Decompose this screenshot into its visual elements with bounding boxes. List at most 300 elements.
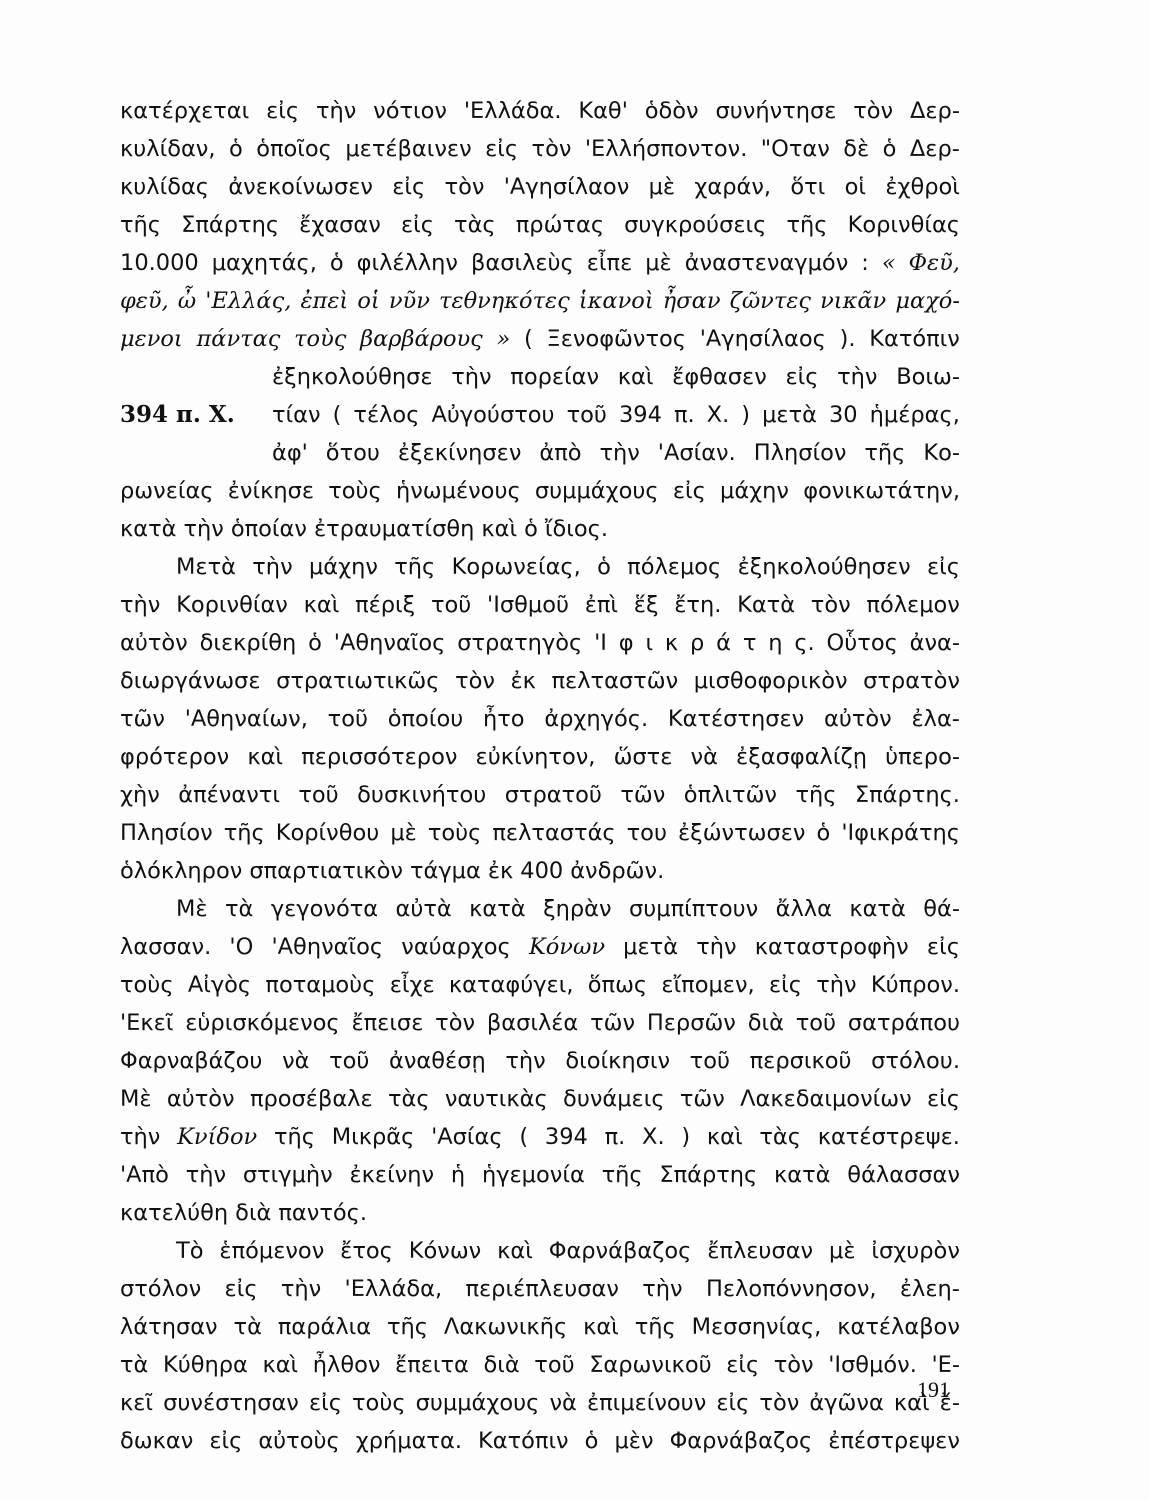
word: τὴν	[120, 1124, 161, 1150]
word: αὐτὸν	[120, 630, 188, 656]
word: ὅτι	[790, 174, 826, 200]
word: ὁλόκληρον	[120, 858, 243, 884]
word: δυσκινήτου	[357, 782, 487, 808]
word: νὰ	[549, 1390, 577, 1416]
word: τὸν	[444, 174, 485, 200]
word: φονικωτάτην,	[803, 478, 960, 504]
word: πόλεμον	[866, 592, 960, 618]
text-line	[120, 814, 960, 852]
text-line	[120, 928, 960, 966]
word: τ	[742, 630, 757, 656]
word: 'Ο	[229, 934, 254, 960]
text-line	[120, 1384, 960, 1422]
text-line	[120, 586, 960, 624]
word: κυλίδαν,	[120, 136, 216, 162]
word: λασσαν.	[120, 934, 212, 960]
word: πελταστῶν	[551, 668, 679, 694]
word: Πλησίον	[120, 820, 213, 846]
word: ὥστε	[613, 744, 673, 770]
word: τίαν	[272, 402, 321, 428]
word: κατέστρεψε.	[817, 1124, 960, 1150]
word: κατὰ	[774, 1162, 831, 1188]
word: τὰς	[454, 212, 496, 238]
word: μὲ	[829, 1238, 856, 1264]
word: τεθνηκότες	[439, 288, 570, 314]
word: Δερ-	[910, 98, 960, 124]
word: Μικρᾶς	[331, 1124, 415, 1150]
word: ἀνεκοίνωσεν	[228, 174, 373, 200]
word: μαχητάς,	[211, 250, 317, 276]
marginal-date-note: 394 π. Χ.	[120, 401, 235, 428]
word: Φεῦ,	[908, 250, 960, 276]
word: η	[768, 630, 783, 656]
text-line	[120, 1080, 960, 1118]
word: καὶ	[893, 1390, 930, 1416]
word: τοῦ	[329, 1048, 370, 1074]
word: καὶ	[481, 516, 518, 542]
word: Σπάρτης	[181, 212, 280, 238]
word: Αἰγὸς	[187, 972, 252, 998]
word: ἐπιμείνουν	[586, 1390, 707, 1416]
word: συμμάχους	[534, 478, 659, 504]
text-line	[120, 92, 960, 130]
word: τοῦ	[327, 706, 368, 732]
word: ἐχθροὶ	[885, 174, 960, 200]
word: ὁδὸν	[644, 98, 699, 124]
word: ἀφ'	[272, 440, 308, 466]
word: κατὰ	[120, 516, 177, 542]
word: τὴν	[696, 934, 737, 960]
word: εἴπομεν,	[661, 972, 755, 998]
word: ἐλεη-	[899, 1276, 960, 1302]
word: τῆς	[120, 212, 162, 238]
word: τὴν	[816, 972, 857, 998]
word: τὴν	[280, 1276, 322, 1302]
word: Κύθηρα	[162, 1352, 248, 1378]
word: θάλασσαν	[847, 1162, 960, 1188]
word: Πλησίον	[753, 440, 847, 466]
word: Σπάρτης	[659, 1162, 758, 1188]
word: ὁποῖος	[256, 136, 332, 162]
word: ἡγεμονία	[481, 1162, 585, 1188]
word: ἐλα-	[911, 706, 960, 732]
word: καὶ	[706, 1124, 743, 1150]
word: )	[681, 1124, 691, 1150]
word: Κατόπιν	[478, 1428, 569, 1454]
word: ἀπὸ	[539, 440, 582, 466]
word: ἴδιος.	[544, 516, 609, 542]
word: λάτησαν	[120, 1314, 218, 1340]
word: «	[881, 250, 896, 276]
text-line	[120, 1194, 960, 1232]
word: τῆς	[601, 1162, 643, 1188]
word: ὁ	[816, 820, 831, 846]
word: ἀναθέσῃ	[389, 1048, 486, 1074]
word: αὐτὰ	[395, 896, 452, 922]
word: ἔπλευσαν	[707, 1238, 814, 1264]
word: 'Ασίαν.	[657, 440, 736, 466]
body-text	[120, 92, 960, 1460]
text-line	[120, 1308, 960, 1346]
word: τῶν	[620, 782, 666, 808]
word: (	[519, 1124, 529, 1150]
word: στρατὸν	[863, 668, 960, 694]
text-line	[120, 1270, 960, 1308]
word: τὰς	[759, 1124, 801, 1150]
word: ἔτη.	[674, 592, 722, 618]
word: σατράπου	[847, 1010, 960, 1036]
word: Βοιω-	[896, 364, 960, 390]
word: πόλεμος	[627, 554, 722, 580]
text-line	[120, 890, 960, 928]
word: ι	[645, 630, 654, 656]
word: ).	[839, 326, 856, 352]
word: περισσότερον	[301, 744, 458, 770]
word: τάγμα	[409, 858, 481, 884]
word: τὴν	[451, 364, 492, 390]
word: τοὺς	[427, 820, 482, 846]
word: στρατιωτικῶς	[276, 668, 440, 694]
word: στόλου.	[871, 1048, 960, 1074]
word: τὴν	[183, 516, 224, 542]
word: 'Ελλάς,	[205, 288, 292, 314]
word: Αὐγούστου	[431, 402, 555, 428]
word: τὰ	[120, 1352, 149, 1378]
word: αὐτὸν	[166, 1086, 235, 1112]
word: δὲ	[843, 136, 870, 162]
word: ἡ	[450, 1162, 466, 1188]
text-line	[120, 662, 960, 700]
word: (	[524, 326, 533, 352]
word: οἱ	[357, 288, 380, 314]
word: συνέστησαν	[163, 1390, 299, 1416]
word: εἰς	[224, 1276, 258, 1302]
word: 'Αθηναίων,	[184, 706, 308, 732]
word: εἰς	[485, 136, 519, 162]
text-line	[120, 1042, 960, 1080]
word: τὴν	[642, 1276, 683, 1302]
word: (	[332, 402, 342, 428]
word: σπαρτιατικὸν	[249, 858, 403, 884]
word: μετὰ	[623, 934, 679, 960]
word: ἀναστεναγμόν	[684, 250, 849, 276]
word: ὁ	[228, 136, 243, 162]
word: 'Ι	[594, 630, 607, 656]
word: ἰσχυρὸν	[871, 1238, 960, 1264]
word: ἑπόμενον	[219, 1238, 325, 1264]
word: Κατὰ	[737, 592, 796, 618]
word: ὅτου	[325, 440, 380, 466]
word: ναύαρχος	[401, 934, 511, 960]
word: χρήματα.	[355, 1428, 462, 1454]
text-line	[120, 548, 960, 586]
word: μάχην	[308, 554, 378, 580]
word: Κορίνθου	[275, 820, 380, 846]
word: αὐτοὺς	[258, 1428, 340, 1454]
word: Κορινθίαν	[176, 592, 288, 618]
word: διὰ	[747, 1010, 784, 1036]
word: καὶ	[617, 364, 654, 390]
word: διωργάνωσε	[120, 668, 261, 694]
word: κ	[664, 630, 679, 656]
word: αὐτὸν	[823, 706, 892, 732]
word: μὲ	[648, 174, 676, 200]
word: εἰς	[785, 364, 819, 390]
word: 400	[520, 858, 564, 884]
word: τὰ	[233, 1314, 262, 1340]
word: τὴν	[120, 592, 161, 618]
word: τὴν	[599, 440, 640, 466]
word: τοῦ	[795, 1010, 837, 1036]
word: εἰς	[726, 1352, 760, 1378]
word: τὸν	[435, 1010, 476, 1036]
word: Φαρνάβαζος	[669, 1428, 813, 1454]
word: 'Εκεῖ	[120, 1010, 174, 1036]
word: ἐπεὶ	[300, 288, 349, 314]
word: τῆς	[394, 554, 436, 580]
word: Κορωνείας,	[451, 554, 581, 580]
text-line	[120, 738, 960, 776]
word: Χ.	[642, 1124, 665, 1150]
word: τοῦ	[566, 402, 607, 428]
text-line	[120, 434, 960, 472]
word: ἡμέρας,	[869, 402, 960, 428]
word: εἰς	[266, 98, 300, 124]
word: δυνάμεις	[563, 1086, 665, 1112]
word: ὁποίου	[387, 706, 464, 732]
text-line	[120, 852, 960, 890]
word: κατὰ	[849, 896, 906, 922]
word: εὐκίνητον,	[475, 744, 596, 770]
word: 394	[544, 1124, 588, 1150]
word: τοῦ	[298, 782, 339, 808]
text-line	[120, 776, 960, 814]
word: 30	[828, 402, 858, 428]
word: "Οταν	[760, 136, 830, 162]
word: διεκρίθη	[199, 630, 297, 656]
word: τὰς	[387, 1086, 430, 1112]
text-line	[120, 282, 960, 320]
text-line	[120, 1156, 960, 1194]
word: φιλέλλην	[356, 250, 459, 276]
word: τοῦ	[430, 592, 472, 618]
word: καὶ	[497, 1238, 533, 1264]
word: 'Αθηναῖος	[333, 630, 446, 656]
word: φ	[618, 630, 634, 656]
word: ὁποίαν	[230, 516, 307, 542]
word: τὸν	[773, 1352, 814, 1378]
word: τοὺς	[352, 1390, 406, 1416]
word: καταστροφὴν	[754, 934, 909, 960]
word: εἰς	[716, 1390, 750, 1416]
word: φεῦ,	[120, 288, 169, 314]
word: Μὲ	[120, 1086, 152, 1112]
word: μάχην	[720, 478, 789, 504]
word: εἰς	[768, 972, 802, 998]
word: Μετὰ	[176, 554, 236, 580]
word: τὸν	[759, 1390, 800, 1416]
word: μισθοφορικὸν	[693, 668, 848, 694]
word: εἰς	[308, 1390, 342, 1416]
word: καὶ	[303, 592, 340, 618]
word: 'Ε-	[931, 1352, 960, 1378]
text-line	[120, 624, 960, 662]
word: τῆς	[864, 440, 906, 466]
word: ἐξώντωσεν	[678, 820, 806, 846]
word: εἰς	[672, 478, 706, 504]
word: Κνίδον	[177, 1124, 258, 1150]
word: Ξενοφῶντος	[546, 326, 686, 352]
word: π.	[673, 402, 695, 428]
word: συμπίπτουν	[629, 896, 759, 922]
word: εὑρισκόμενος	[185, 1010, 340, 1036]
word: Χ.	[706, 402, 730, 428]
word: εἶχε	[389, 972, 435, 998]
word: μὲν	[614, 1428, 654, 1454]
word: κατελύθη	[120, 1200, 229, 1226]
word: ἐξηκολούθησε	[272, 364, 433, 390]
word: 'Αγησίλαος	[699, 326, 826, 352]
word: περσικοῦ	[749, 1048, 852, 1074]
word: διὰ	[483, 1352, 520, 1378]
word: Σπάρτης.	[854, 782, 960, 808]
word: κυλίδας	[120, 174, 210, 200]
word: ἐξεκίνησεν	[397, 440, 522, 466]
text-line	[120, 358, 960, 396]
text-line	[120, 320, 960, 358]
word: διοίκησιν	[565, 1048, 671, 1074]
word: χὴν	[120, 782, 160, 808]
word: τῶν	[590, 1010, 636, 1036]
word: ἔχασαν	[299, 212, 381, 238]
word: Φαρνάβαζος	[548, 1238, 692, 1264]
word: θά-	[923, 896, 960, 922]
word: στρατηγὸς	[457, 630, 583, 656]
word: νὰ	[282, 1048, 310, 1074]
word: ἐπὶ	[584, 592, 619, 618]
word: Κόνων	[408, 1238, 482, 1264]
word: ἀπέναντι	[178, 782, 280, 808]
word: στόλον	[120, 1276, 202, 1302]
word: τῆς	[387, 1314, 429, 1340]
word: τὸν	[810, 592, 851, 618]
word: ναυτικὰς	[444, 1086, 548, 1112]
word: ἐκείνην	[349, 1162, 435, 1188]
word: εἶπε	[586, 250, 633, 276]
word: εἰς	[927, 554, 960, 580]
word: :	[861, 250, 869, 276]
word: τὸν	[531, 136, 572, 162]
word: γεγονότα	[270, 896, 379, 922]
word: ρωνείας	[120, 478, 214, 504]
text-line	[120, 396, 960, 434]
word: ὦ	[177, 288, 197, 314]
word: καὶ	[262, 1352, 299, 1378]
word: τὴν	[315, 98, 357, 124]
word: πάντας	[196, 326, 281, 352]
word: ἡνωμένους	[395, 478, 521, 504]
word: ὁ	[597, 554, 611, 580]
word: Φαρναβάζου	[120, 1048, 263, 1074]
word: του	[626, 820, 667, 846]
word: στρατοῦ	[504, 782, 602, 808]
text-line	[120, 244, 960, 282]
word: ἐνίκησε	[227, 478, 315, 504]
word: ἔ-	[939, 1390, 960, 1416]
word: ἦσαν	[662, 288, 721, 314]
word: τῆς	[786, 212, 828, 238]
word: κατέρχεται	[120, 98, 250, 124]
word: εἰς	[209, 1428, 243, 1454]
word: Κορινθίας	[847, 212, 960, 238]
word: ἐκ	[510, 668, 536, 694]
word: Κατόπιν	[869, 326, 960, 352]
word: μετέβαινεν	[345, 136, 472, 162]
word: Κύπρον.	[870, 972, 960, 998]
word: μὲ	[645, 250, 672, 276]
word: Λακωνικῆς	[443, 1314, 568, 1340]
word: τὸν	[455, 668, 495, 694]
word: τοῦ	[689, 1048, 730, 1074]
word: εἰς	[926, 1086, 960, 1112]
word: Κο-	[923, 440, 960, 466]
word: Κατέστησεν	[667, 706, 805, 732]
word: ξηρὰν	[543, 896, 612, 922]
word: ἔφθασεν	[672, 364, 767, 390]
word: ἀρχηγός.	[544, 706, 649, 732]
word: καὶ	[583, 1314, 619, 1340]
word: καταφύγει,	[448, 972, 574, 998]
text-line	[120, 700, 960, 738]
word: εἰς	[392, 174, 426, 200]
word: τῆς	[634, 1314, 676, 1340]
word: ἔπεισε	[351, 1010, 424, 1036]
word: πέριξ	[355, 592, 416, 618]
word: ἱκανοὶ	[578, 288, 654, 314]
word: τὴν	[252, 554, 293, 580]
word: Λακεδαιμονίων	[740, 1086, 912, 1112]
word: 'Απὸ	[120, 1162, 169, 1188]
word: 'Ιφικράτης	[841, 820, 960, 846]
word: τὴν	[505, 1048, 546, 1074]
word: ἔτος	[340, 1238, 393, 1264]
word: ὁ	[308, 630, 322, 656]
word: βαρβάρους	[360, 326, 483, 352]
word: 'Ελλάδα.	[463, 98, 562, 124]
word: κατὰ	[469, 896, 526, 922]
word: ἐκ	[487, 858, 514, 884]
text-line	[120, 1118, 960, 1156]
word: Μὲ	[176, 896, 208, 922]
word: χαράν,	[694, 174, 772, 200]
page-number: 191	[917, 1377, 950, 1402]
word: πελταστάς	[492, 820, 616, 846]
word: Μεσσηνίας,	[691, 1314, 822, 1340]
text-line	[120, 1346, 960, 1384]
word: παράλια	[277, 1314, 372, 1340]
word: ὁ	[524, 516, 538, 542]
word: Σαρωνικοῦ	[589, 1352, 712, 1378]
word: Πελοπόννησον,	[705, 1276, 877, 1302]
word: )	[741, 402, 751, 428]
word: 'Ελλάδα,	[344, 1276, 443, 1302]
word: εἰς	[400, 212, 434, 238]
word: συνήντησε	[715, 98, 837, 124]
word: τῆς	[273, 1124, 315, 1150]
word: τέλος	[353, 402, 420, 428]
word: τὰ	[225, 896, 254, 922]
word: τοῦ	[534, 1352, 575, 1378]
